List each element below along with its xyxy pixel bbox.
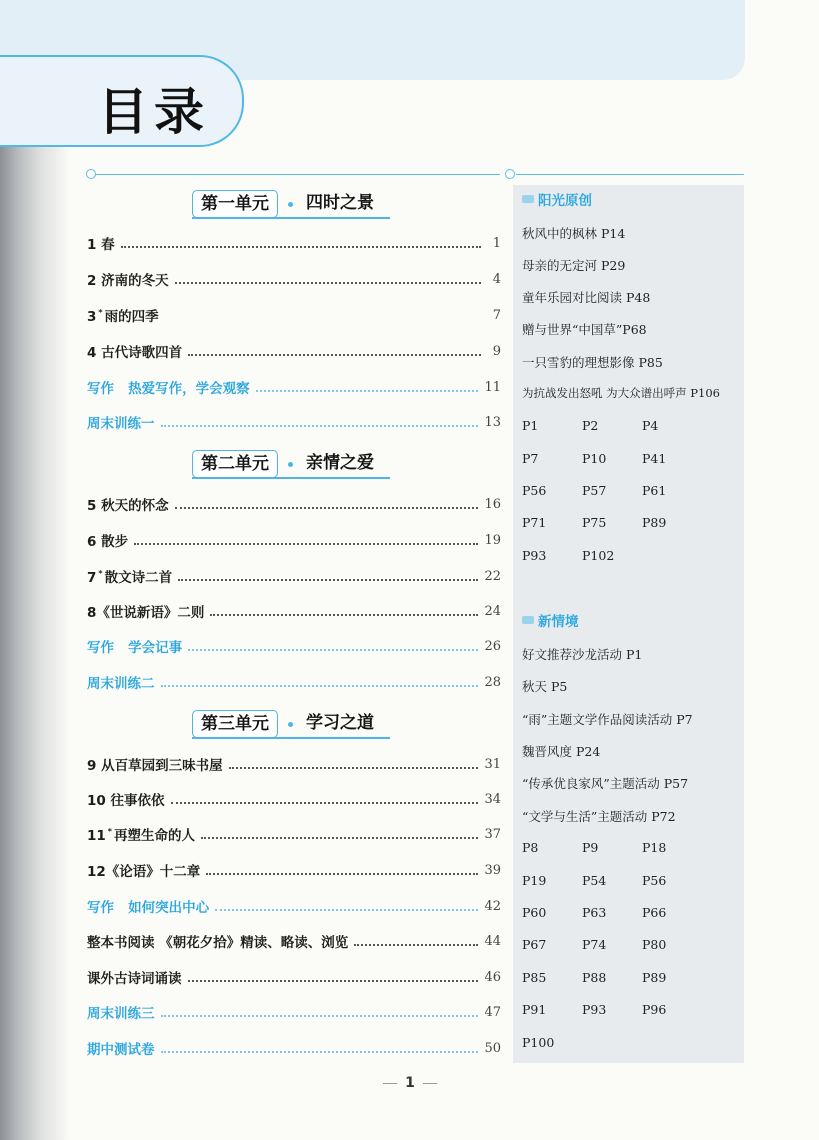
page-ref[interactable]: P60 <box>522 905 547 920</box>
page-ref[interactable]: P91 <box>522 1002 547 1017</box>
unit-label: 第二单元 <box>192 450 278 478</box>
toc-entry-writing[interactable] <box>87 635 501 657</box>
toc-entry[interactable] <box>87 340 501 362</box>
unit-underline <box>192 477 390 479</box>
dot-leader <box>121 246 481 248</box>
unit-label: 第三单元 <box>192 710 278 738</box>
toc-page: 1 <box>492 235 501 251</box>
page-ref[interactable]: P88 <box>582 970 607 985</box>
toc-label: 整本书阅读 《朝花夕拾》精读、略读、浏览 <box>87 935 349 951</box>
unit-theme: 亲情之爱 <box>306 453 374 473</box>
unit-heading <box>192 190 390 216</box>
toc-page: 24 <box>484 603 501 619</box>
unit-pin-icon <box>288 462 293 467</box>
unit-pin-icon <box>288 722 293 727</box>
toc-page: 16 <box>484 496 501 512</box>
unit-heading <box>192 450 390 476</box>
sidebar-item[interactable]: 一只雪豹的理想影像 P85 <box>522 355 663 370</box>
sidebar-item[interactable]: “雨”主题文学作品阅读活动 P7 <box>522 712 693 727</box>
sidebar-item[interactable]: “文学与生活”主题活动 P72 <box>522 809 676 824</box>
toc-page: 11 <box>484 379 501 395</box>
sidebar-heading: 新情境 <box>522 610 579 630</box>
toc-page: 28 <box>484 674 501 690</box>
toc-label: 课外古诗词诵读 <box>87 971 182 987</box>
toc-entry[interactable] <box>87 268 501 290</box>
page-ref[interactable]: P93 <box>582 1002 607 1017</box>
page-ref[interactable]: P57 <box>582 483 607 498</box>
toc-entry[interactable] <box>87 304 501 326</box>
dot-leader <box>161 1051 479 1053</box>
dot-leader <box>256 390 479 392</box>
dot-leader <box>175 282 481 284</box>
dot-leader <box>229 767 479 769</box>
dot-leader <box>215 909 478 911</box>
toc-page: 19 <box>484 532 501 548</box>
toc-label: 5 秋天的怀念 <box>87 498 169 514</box>
toc-page: 44 <box>484 933 501 949</box>
sidebar-item[interactable]: “传承优良家风”主题活动 P57 <box>522 776 689 791</box>
page-ref[interactable]: P74 <box>582 937 607 952</box>
toc-entry-writing[interactable] <box>87 376 501 398</box>
page-ref[interactable]: P96 <box>642 1002 667 1017</box>
page-ref[interactable]: P89 <box>642 970 667 985</box>
toc-label: 6 散步 <box>87 534 129 550</box>
toc-label: 写作 热爱写作，学会观察 <box>87 381 250 397</box>
page-ref[interactable]: P41 <box>642 451 667 466</box>
toc-page: 26 <box>484 638 501 654</box>
unit-label: 第一单元 <box>192 190 278 218</box>
toc-label: 12《论语》十二章 <box>87 864 201 880</box>
page-ref[interactable]: P67 <box>522 937 547 952</box>
page-ref[interactable]: P89 <box>642 515 667 530</box>
toc-page: 46 <box>484 969 501 985</box>
dot-leader <box>201 837 478 839</box>
page-ref[interactable]: P85 <box>522 970 547 985</box>
unit-heading <box>192 710 390 736</box>
divider-left <box>92 174 500 175</box>
toc-entry-writing[interactable] <box>87 895 501 917</box>
toc-label: 10 往事依依 <box>87 793 165 809</box>
book-spine-shadow <box>0 0 70 1140</box>
toc-label: 1 春 <box>87 237 115 253</box>
dot-leader <box>175 507 479 509</box>
toc-page: 50 <box>484 1040 501 1056</box>
divider-dot-left <box>86 169 96 179</box>
divider-dot-right <box>505 169 515 179</box>
toc-entry[interactable] <box>87 565 501 587</box>
unit-underline <box>192 217 390 219</box>
dot-leader <box>161 685 479 687</box>
sidebar-item[interactable]: 秋天 P5 <box>522 679 568 694</box>
toc-label: 周末训练二 <box>87 676 155 692</box>
sidebar-item[interactable]: 童年乐园对比阅读 P48 <box>522 290 651 305</box>
toc-entry[interactable] <box>87 823 501 845</box>
page-ref[interactable]: P102 <box>582 548 615 563</box>
toc-entry-practice[interactable] <box>87 1001 501 1023</box>
toc-entry-book-reading[interactable] <box>87 930 501 952</box>
page-ref[interactable]: P2 <box>582 418 599 433</box>
toc-label: 9 从百草园到三味书屋 <box>87 758 223 774</box>
toc-label: 写作 学会记事 <box>87 640 183 656</box>
toc-page: 34 <box>484 791 501 807</box>
dot-leader <box>161 425 479 427</box>
toc-page: 47 <box>484 1004 501 1020</box>
dot-leader <box>210 614 478 616</box>
toc-entry[interactable] <box>87 493 501 515</box>
toc-label: 11 * 再塑生命的人 <box>87 827 195 844</box>
badge-icon <box>522 616 534 624</box>
toc-label: 周末训练三 <box>87 1006 155 1022</box>
toc-page: 4 <box>492 271 501 287</box>
toc-page: 37 <box>484 826 501 842</box>
page-ref[interactable]: P93 <box>522 548 547 563</box>
page-ref[interactable]: P80 <box>642 937 667 952</box>
dot-leader <box>134 543 478 545</box>
sidebar-item[interactable]: 赠与世界“中国草”P68 <box>522 322 647 337</box>
resource-sidebar <box>513 185 744 1063</box>
page-title: 目录 <box>98 83 210 141</box>
dot-leader <box>188 354 481 356</box>
toc-entry[interactable] <box>87 600 501 622</box>
sidebar-heading: 阳光原创 <box>522 189 592 209</box>
dot-leader <box>161 1015 479 1017</box>
toc-label: 周末训练一 <box>87 416 155 432</box>
page-ref[interactable]: P4 <box>642 418 659 433</box>
page-ref[interactable]: P54 <box>582 873 607 888</box>
toc-label: 3 * 雨的四季 <box>87 308 159 325</box>
page-ref[interactable]: P56 <box>642 873 667 888</box>
page-footer <box>370 1073 450 1093</box>
toc-entry[interactable] <box>87 966 501 988</box>
page-ref[interactable]: P19 <box>522 873 547 888</box>
toc-label: 8《世说新语》二则 <box>87 605 205 621</box>
toc-page: 31 <box>484 756 501 772</box>
page-ref[interactable]: P1 <box>522 418 539 433</box>
page-ref[interactable]: P56 <box>522 483 547 498</box>
dot-leader <box>171 802 479 804</box>
page-ref[interactable]: P71 <box>522 515 547 530</box>
page-number: 1 <box>405 1075 415 1091</box>
dot-leader <box>354 944 478 946</box>
toc-page: 13 <box>484 414 501 430</box>
page-ref[interactable]: P75 <box>582 515 607 530</box>
page-ref[interactable]: P100 <box>522 1035 555 1050</box>
toc-entry[interactable] <box>87 859 501 881</box>
page-ref[interactable]: P9 <box>582 840 599 855</box>
dot-leader <box>178 579 478 581</box>
toc-entry[interactable] <box>87 529 501 551</box>
toc-entry-practice[interactable] <box>87 671 501 693</box>
page-ref[interactable]: P18 <box>642 840 667 855</box>
toc-label: 2 济南的冬天 <box>87 273 169 289</box>
toc-page: 22 <box>484 568 501 584</box>
toc-label: 4 古代诗歌四首 <box>87 345 183 361</box>
unit-underline <box>192 737 390 739</box>
divider-right <box>516 174 744 175</box>
dot-leader <box>206 873 478 875</box>
page-ref[interactable]: P8 <box>522 840 539 855</box>
page-ref[interactable]: P7 <box>522 451 539 466</box>
page-ref[interactable]: P61 <box>642 483 667 498</box>
page-ref[interactable]: P10 <box>582 451 607 466</box>
footer-dash <box>423 1083 437 1084</box>
unit-theme: 学习之道 <box>306 713 374 733</box>
toc-entry-midterm[interactable] <box>87 1037 501 1059</box>
sidebar-item[interactable]: 秋风中的枫林 P14 <box>522 226 626 241</box>
toc-label: 写作 如何突出中心 <box>87 900 210 916</box>
dot-leader <box>188 649 478 651</box>
sidebar-item[interactable]: 魏晋风度 P24 <box>522 744 601 759</box>
badge-icon <box>522 195 534 203</box>
sidebar-item[interactable]: 为抗战发出怒吼 为大众谱出呼声 P106 <box>522 386 720 400</box>
toc-page: 9 <box>492 343 501 359</box>
toc-entry[interactable] <box>87 232 501 254</box>
dot-leader <box>165 318 481 320</box>
toc-page: 7 <box>492 307 501 323</box>
toc-entry[interactable] <box>87 788 501 810</box>
sidebar-item[interactable]: 母亲的无定河 P29 <box>522 258 626 273</box>
page-ref[interactable]: P66 <box>642 905 667 920</box>
unit-pin-icon <box>288 202 293 207</box>
toc-entry[interactable] <box>87 753 501 775</box>
dot-leader <box>188 980 479 982</box>
footer-dash <box>383 1083 397 1084</box>
toc-entry-practice[interactable] <box>87 411 501 433</box>
sidebar-item[interactable]: 好文推荐沙龙活动 P1 <box>522 647 643 662</box>
toc-page: 42 <box>484 898 501 914</box>
toc-page: 39 <box>484 862 501 878</box>
toc-label: 期中测试卷 <box>87 1042 155 1058</box>
toc-label: 7 * 散文诗二首 <box>87 569 173 586</box>
unit-theme: 四时之景 <box>306 193 374 213</box>
page-ref[interactable]: P63 <box>582 905 607 920</box>
